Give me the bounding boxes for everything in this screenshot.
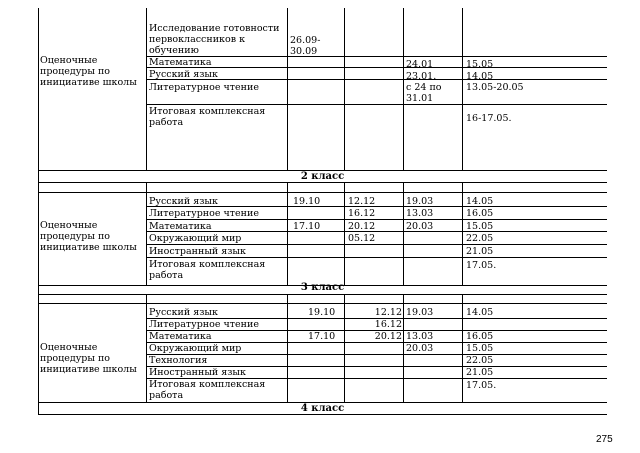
block2-cell: 14.05 (466, 196, 494, 207)
block1-subject-4: Литературное чтение (149, 82, 259, 93)
block3-subject-1: Русский язык (149, 307, 218, 318)
rule (146, 219, 607, 220)
block3-subject-7: Итоговая комплексная работа (149, 379, 266, 401)
block1-subject-1: Исследование готовности первоклассников к обучению (149, 23, 280, 56)
section-title-3-class: 3 класс (300, 282, 345, 293)
block3-label: Оценочные процедуры по инициативе школы (40, 342, 137, 375)
block1-subject-5: Итоговая комплексная работа (149, 106, 266, 128)
rule (146, 244, 607, 245)
block1-cell: 13.05-20.05 (466, 82, 524, 93)
block3-subject-6: Иностранный язык (149, 367, 246, 378)
block1-cell: 16-17.05. (466, 113, 512, 124)
block2-subject-4: Окружающий мир (149, 233, 242, 244)
rule (287, 294, 288, 402)
block2-cell: 05.12 (348, 233, 376, 244)
rule (403, 294, 404, 402)
block3-subject-2: Литературное чтение (149, 319, 259, 330)
block3-cell: 20.12 (374, 331, 402, 342)
block3-subject-4: Окружающий мир (149, 343, 242, 354)
block2-cell: 17.10 (293, 221, 321, 232)
rule (462, 294, 463, 402)
rule (344, 182, 345, 285)
rule (146, 56, 607, 57)
block3-cell: 15.05 (466, 343, 494, 354)
rule (403, 182, 404, 285)
block3-cell: 19.03 (406, 307, 434, 318)
block3-cell: 19.10 (308, 307, 336, 318)
rule (38, 294, 607, 295)
block1-subject-3: Русский язык (149, 69, 218, 80)
block2-subject-6: Итоговая комплексная работа (149, 259, 266, 281)
block2-subject-3: Математика (149, 221, 212, 232)
block2-cell: 22.05 (466, 233, 494, 244)
block2-subject-2: Литературное чтение (149, 208, 259, 219)
block1-cell: 15.05 (466, 59, 494, 70)
block1-cell: 24.01 (406, 59, 434, 70)
block1-cell: 14.05 (466, 71, 494, 82)
rule (146, 67, 607, 68)
rule (287, 8, 288, 170)
rule (287, 182, 288, 285)
block2-subject-5: Иностранный язык (149, 246, 246, 257)
block2-cell: 19.10 (293, 196, 321, 207)
block1-cell: с 24 по 31.01 (406, 82, 442, 104)
block3-cell: 17.10 (308, 331, 336, 342)
block3-cell: 21.05 (466, 367, 494, 378)
rule (146, 294, 147, 402)
block2-cell: 20.03 (406, 221, 434, 232)
block1-cell: 23.01. (406, 71, 437, 82)
block2-cell: 13.03 (406, 208, 434, 219)
block1-subject-2: Математика (149, 57, 212, 68)
block3-cell: 22.05 (466, 355, 494, 366)
rule (38, 8, 39, 188)
rule (146, 104, 607, 105)
block2-cell: 17.05. (466, 260, 497, 271)
block3-cell: 12.12 (374, 307, 402, 318)
rule (462, 8, 463, 170)
rule (146, 182, 147, 285)
rule (146, 257, 607, 258)
block1-label: Оценочные процедуры по инициативе школы (40, 55, 137, 88)
page-number: 275 (596, 434, 613, 445)
block3-subject-3: Математика (149, 331, 212, 342)
block2-cell: 12.12 (348, 196, 376, 207)
block1-cell: 26.09-30.09 (290, 35, 321, 57)
block2-cell: 20.12 (348, 221, 376, 232)
rule (146, 354, 607, 355)
block3-cell: 16.12 (374, 319, 402, 330)
block2-cell: 16.05 (466, 208, 494, 219)
block2-subject-1: Русский язык (149, 196, 218, 207)
block3-subject-5: Технология (149, 355, 208, 366)
block2-cell: 15.05 (466, 221, 494, 232)
rule (38, 303, 607, 304)
block3-cell: 13.03 (406, 331, 434, 342)
block2-cell: 19.03 (406, 196, 434, 207)
rule (146, 231, 607, 232)
block3-cell: 17.05. (466, 380, 497, 391)
rule (38, 182, 607, 183)
rule (38, 414, 607, 415)
block3-cell: 16.05 (466, 331, 494, 342)
section-title-4-class: 4 класс (300, 403, 345, 414)
block3-cell: 14.05 (466, 307, 494, 318)
block2-label: Оценочные процедуры по инициативе школы (40, 220, 137, 253)
block2-cell: 21.05 (466, 246, 494, 257)
rule (403, 8, 404, 170)
rule (146, 8, 147, 170)
rule (38, 192, 607, 193)
rule (344, 8, 345, 170)
section-title-2-class: 2 класс (300, 171, 345, 182)
block2-cell: 16.12 (348, 208, 376, 219)
block3-cell: 20.03 (406, 343, 434, 354)
rule (38, 294, 39, 414)
rule (462, 182, 463, 285)
